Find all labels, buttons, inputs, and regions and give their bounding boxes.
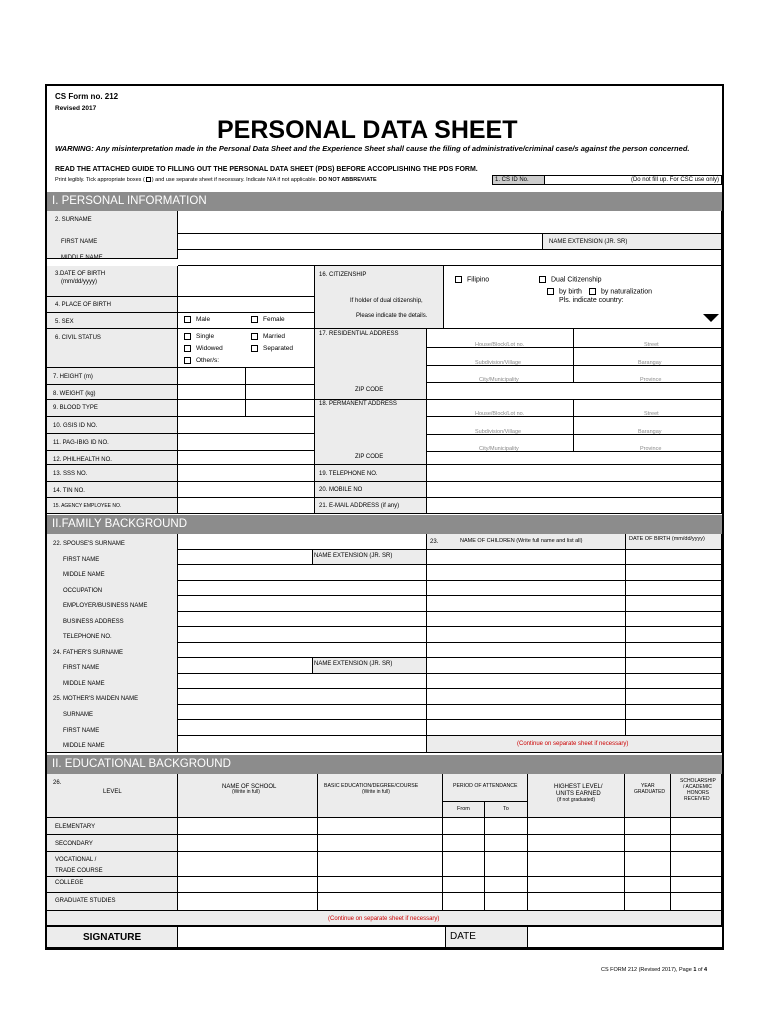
- single-label: Single: [196, 333, 215, 341]
- mother-surname-label: SURNAME: [63, 712, 94, 718]
- blood-field-2[interactable]: [246, 400, 315, 417]
- filipino-checkbox[interactable]: [455, 276, 462, 283]
- edu-graduate-cell: [47, 893, 178, 911]
- mobile-label: 20. MOBILE NO: [319, 487, 363, 493]
- edu-graduated-label: GRADUATED: [634, 789, 666, 795]
- mother-middle-label: MIDDLE NAME: [63, 743, 105, 749]
- child-name-field[interactable]: [427, 720, 626, 736]
- sex-label-cell: [47, 313, 178, 329]
- height-field-2[interactable]: [246, 368, 315, 385]
- perm-subdivision-label: Subdivision/Village: [475, 429, 522, 435]
- by-birth-checkbox[interactable]: [547, 288, 554, 295]
- res-subdivision-field[interactable]: [427, 348, 574, 366]
- cs-id-label: 1. CS ID No.: [492, 175, 545, 185]
- weight-label-cell: [47, 385, 178, 400]
- tel-label: 19. TELEPHONE NO.: [319, 471, 378, 477]
- children-header: [427, 534, 626, 550]
- edu-entry-field[interactable]: [528, 852, 625, 877]
- edu-entry-field[interactable]: [443, 877, 485, 893]
- agency-label: 15. AGENCY EMPLOYEE NO.: [53, 503, 122, 509]
- edu-entry-field[interactable]: [528, 818, 625, 835]
- child-name-field[interactable]: [427, 627, 626, 643]
- gsis-field[interactable]: [178, 417, 315, 434]
- tel-label-cell: [315, 465, 427, 482]
- middle-name-field[interactable]: [178, 250, 722, 266]
- page-title: PERSONAL DATA SHEET: [217, 116, 518, 144]
- perm-zip-field[interactable]: [427, 452, 722, 465]
- employer-label: EMPLOYER/BUSINESS NAME: [63, 603, 148, 609]
- children-label: NAME OF CHILDREN (Write full name and list all): [460, 538, 583, 544]
- perm-zip-label: ZIP CODE: [355, 454, 384, 460]
- spouse-middle-label: MIDDLE NAME: [63, 572, 105, 578]
- footer-page: 1: [693, 967, 697, 973]
- edu-units-label: UNITS EARNED: [556, 791, 601, 797]
- edu-entry-field[interactable]: [178, 835, 318, 852]
- child-dob-field[interactable]: [626, 674, 722, 689]
- tin-field[interactable]: [178, 482, 315, 498]
- print-note-a: Print legibly. Tick appropriate boxes (: [55, 176, 145, 183]
- edu-vocational-label-2: TRADE COURSE: [55, 868, 103, 874]
- edu-period-header: [443, 774, 528, 802]
- res-subdivision-label: Subdivision/Village: [475, 360, 522, 366]
- child-name-field[interactable]: [427, 643, 626, 658]
- res-zip-label: ZIP CODE: [355, 387, 384, 393]
- country-label: Pls. indicate country:: [559, 297, 624, 304]
- edu-entry-field[interactable]: [625, 877, 671, 893]
- edu-school-sub: (Write in full): [232, 789, 260, 795]
- father-ext-label: NAME EXTENSION (JR. SR): [314, 661, 393, 667]
- edu-entry-field[interactable]: [485, 835, 528, 852]
- sss-label: 13. SSS NO.: [53, 471, 88, 477]
- spouse-middle-field[interactable]: [178, 565, 427, 581]
- father-middle-label: MIDDLE NAME: [63, 681, 105, 687]
- children-number-label: 23.: [430, 539, 439, 545]
- father-label: 24. FATHER'S SURNAME: [53, 650, 124, 656]
- others-label: Other/s:: [196, 357, 220, 365]
- father-ext-field[interactable]: [313, 658, 427, 674]
- child-dob-field[interactable]: [626, 565, 722, 581]
- tel-field[interactable]: [427, 465, 722, 482]
- edu-number-label: 26.: [53, 780, 62, 786]
- pagibig-field[interactable]: [178, 434, 315, 451]
- edu-entry-field[interactable]: [671, 835, 722, 852]
- res-street-field[interactable]: [574, 329, 722, 348]
- dual-note-2: Please indicate the details.: [356, 313, 428, 319]
- business-address-field[interactable]: [178, 612, 427, 627]
- footer-total: 4: [704, 967, 708, 973]
- separated-label: Separated: [263, 345, 293, 353]
- child-name-field[interactable]: [427, 581, 626, 596]
- mother-label: 25. MOTHER'S MAIDEN NAME: [53, 696, 139, 702]
- child-dob-field[interactable]: [626, 550, 722, 565]
- business-address-label: BUSINESS ADDRESS: [63, 619, 124, 625]
- tin-label-cell: [47, 482, 178, 498]
- perm-province-field[interactable]: [574, 435, 722, 452]
- blood-field[interactable]: [178, 400, 246, 417]
- permanent-label: 18. PERMANENT ADDRESS: [319, 401, 397, 407]
- edu-entry-field[interactable]: [178, 893, 318, 911]
- edu-entry-field[interactable]: [443, 835, 485, 852]
- perm-house-label: House/Block/Lot no.: [475, 411, 525, 417]
- first-name-label: FIRST NAME: [61, 239, 98, 245]
- edu-entry-field[interactable]: [671, 852, 722, 877]
- weight-field[interactable]: [178, 385, 246, 400]
- others-option[interactable]: [184, 357, 219, 365]
- edu-entry-field[interactable]: [625, 852, 671, 877]
- edu-college-label: COLLEGE: [55, 880, 84, 886]
- edu-school-label: NAME OF SCHOOL: [222, 784, 277, 790]
- spouse-first-field[interactable]: [178, 550, 313, 565]
- edu-entry-field[interactable]: [485, 852, 528, 877]
- married-label: Married: [263, 333, 286, 341]
- by-naturalization-label: by naturalization: [601, 288, 652, 296]
- weight-label: 8. WEIGHT (kg): [53, 391, 96, 397]
- edu-course-header: [318, 774, 443, 818]
- edu-elementary-label: ELEMENTARY: [55, 824, 96, 830]
- pob-label: 4. PLACE OF BIRTH: [55, 302, 111, 308]
- edu-entry-field[interactable]: [443, 818, 485, 835]
- by-naturalization-checkbox[interactable]: [589, 288, 596, 295]
- edu-honors-3: HONORS: [687, 790, 709, 796]
- country-dropdown[interactable]: [444, 307, 722, 329]
- sss-field[interactable]: [178, 465, 315, 482]
- print-note: [55, 177, 377, 183]
- edu-entry-field[interactable]: [528, 893, 625, 911]
- height-label-cell: [47, 368, 178, 385]
- mother-surname-field[interactable]: [178, 705, 427, 720]
- perm-city-field[interactable]: [427, 435, 574, 452]
- spouse-surname-field[interactable]: [178, 534, 427, 550]
- family-continue-cell: [427, 736, 722, 753]
- res-house-label: House/Block/Lot no.: [475, 342, 525, 348]
- res-zip-field[interactable]: [427, 383, 722, 400]
- child-dob-field[interactable]: [626, 596, 722, 612]
- child-dob-header: [626, 534, 722, 550]
- res-city-field[interactable]: [427, 366, 574, 383]
- agency-label-cell: [47, 498, 178, 514]
- edu-entry-field[interactable]: [443, 893, 485, 911]
- child-name-field[interactable]: [427, 689, 626, 705]
- perm-province-label: Province: [640, 446, 662, 452]
- tin-label: 14. TIN NO.: [53, 488, 85, 494]
- single-option[interactable]: [184, 333, 214, 341]
- edu-entry-field[interactable]: [528, 877, 625, 893]
- edu-entry-field[interactable]: [178, 852, 318, 877]
- signature-label-cell: [47, 926, 178, 948]
- child-dob-field[interactable]: [626, 627, 722, 643]
- male-checkbox[interactable]: [184, 316, 191, 323]
- child-name-field[interactable]: [427, 550, 626, 565]
- edu-highest-header: [528, 774, 625, 818]
- res-house-field[interactable]: [427, 329, 574, 348]
- perm-house-field[interactable]: [427, 400, 574, 417]
- personal-info-heading: I. PERSONAL INFORMATION: [47, 192, 722, 211]
- perm-barangay-field[interactable]: [574, 417, 722, 435]
- dob-format-label: (mm/dd/yyyy): [61, 279, 97, 285]
- revised-date: Revised 2017: [55, 105, 97, 112]
- female-checkbox[interactable]: [251, 316, 258, 323]
- civil-status-label: 6. CIVIL STATUS: [55, 335, 101, 341]
- male-label: Male: [196, 316, 211, 324]
- widowed-checkbox[interactable]: [184, 345, 191, 352]
- edu-level-label: LEVEL: [103, 789, 122, 795]
- perm-barangay-label: Barangay: [638, 429, 662, 435]
- child-name-field[interactable]: [427, 596, 626, 612]
- child-dob-field[interactable]: [626, 705, 722, 720]
- blood-label-cell: [47, 400, 178, 417]
- child-name-field[interactable]: [427, 674, 626, 689]
- edu-course-sub: (Write in full): [362, 789, 390, 795]
- edu-year-label: YEAR: [641, 783, 655, 789]
- spouse-ext-label: NAME EXTENSION (JR. SR): [314, 553, 393, 559]
- perm-street-label: Street: [644, 411, 659, 417]
- edu-not-grad-label: (if not graduated): [557, 797, 596, 803]
- edu-entry-field[interactable]: [625, 893, 671, 911]
- cs-id-field[interactable]: (Do not fill up. For CSC use only): [545, 175, 722, 185]
- edu-continue-cell: [47, 911, 722, 926]
- email-field[interactable]: [427, 498, 722, 514]
- edu-entry-field[interactable]: [318, 852, 443, 877]
- philhealth-label: 12. PHILHEALTH NO.: [53, 457, 112, 463]
- child-dob-field[interactable]: [626, 643, 722, 658]
- dob-label: 3.DATE OF BIRTH: [55, 271, 106, 277]
- mother-middle-field[interactable]: [178, 736, 427, 753]
- spouse-first-label: FIRST NAME: [63, 557, 100, 563]
- child-dob-field[interactable]: [626, 581, 722, 596]
- guide-notice: READ THE ATTACHED GUIDE TO FILLING OUT THE PERSONAL DATA SHEET (PDS) BEFORE ACCOPLISHING THE PDS FORM.: [55, 166, 478, 173]
- by-birth-label: by birth: [559, 288, 582, 296]
- chevron-down-icon[interactable]: [703, 314, 719, 322]
- civil-status-label-cell: [47, 329, 178, 368]
- res-barangay-label: Barangay: [638, 360, 662, 366]
- res-barangay-field[interactable]: [574, 348, 722, 366]
- perm-city-label: City/Municipality: [479, 446, 519, 452]
- edu-entry-field[interactable]: [485, 877, 528, 893]
- family-continue-note: (Continue on separate sheet if necessary): [517, 741, 629, 747]
- edu-graduate-label: GRADUATE STUDIES: [55, 898, 116, 904]
- spouse-tel-label: TELEPHONE NO.: [63, 634, 112, 640]
- female-label: Female: [263, 316, 285, 324]
- edu-entry-field[interactable]: [318, 835, 443, 852]
- married-option[interactable]: [251, 333, 285, 341]
- edu-entry-field[interactable]: [671, 818, 722, 835]
- employer-field[interactable]: [178, 596, 427, 612]
- page-footer: [601, 968, 707, 974]
- dob-field[interactable]: [178, 266, 315, 297]
- edu-honors-2: / ACADEMIC: [683, 784, 712, 790]
- edu-entry-field[interactable]: [485, 893, 528, 911]
- form-header: [47, 86, 722, 190]
- philhealth-label-cell: [47, 451, 178, 465]
- father-surname-field[interactable]: [178, 643, 427, 658]
- edu-entry-field[interactable]: [485, 818, 528, 835]
- first-name-field[interactable]: [178, 234, 543, 250]
- pob-label-cell: [47, 297, 178, 313]
- pagibig-label-cell: [47, 434, 178, 451]
- edu-period-label: PERIOD OF ATTENDANCE: [453, 783, 518, 789]
- name-extension-label: NAME EXTENSION (JR. SR): [549, 239, 628, 245]
- sex-label: 5. SEX: [55, 319, 74, 325]
- edu-entry-field[interactable]: [443, 852, 485, 877]
- perm-subdivision-field[interactable]: [427, 417, 574, 435]
- edu-entry-field[interactable]: [625, 835, 671, 852]
- edu-vocational-cell: [47, 852, 178, 877]
- edu-school-header: [178, 774, 318, 818]
- child-dob-label: DATE OF BIRTH (mm/dd/yyyy): [629, 536, 705, 542]
- male-option[interactable]: [184, 316, 210, 324]
- sss-label-cell: [47, 465, 178, 482]
- by-birth-option[interactable]: [547, 288, 582, 295]
- date-label: DATE: [450, 931, 476, 942]
- res-city-label: City/Municipality: [479, 377, 519, 383]
- widowed-option[interactable]: [184, 345, 223, 353]
- edu-entry-field[interactable]: [528, 835, 625, 852]
- weight-field-2[interactable]: [246, 385, 315, 400]
- res-province-label: Province: [640, 377, 662, 383]
- pds-form: [45, 84, 724, 950]
- spouse-label: 22. SPOUSE'S SURNAME: [53, 541, 125, 547]
- others-checkbox[interactable]: [184, 357, 191, 364]
- by-naturalization-option[interactable]: [589, 288, 652, 295]
- family-heading: II.FAMILY BACKGROUND: [47, 515, 722, 534]
- form-number: CS Form no. 212: [55, 92, 119, 101]
- dual-note-1: If holder of dual citizenship,: [350, 298, 423, 304]
- edu-secondary-label: SECONDARY: [55, 841, 93, 847]
- middle-name-label: MIDDLE NAME: [61, 255, 103, 261]
- email-label: 21. E-MAIL ADDRESS (if any): [319, 503, 400, 509]
- edu-entry-field[interactable]: [178, 877, 318, 893]
- child-name-field[interactable]: [427, 658, 626, 674]
- res-province-field[interactable]: [574, 366, 722, 383]
- name-extension-field[interactable]: [543, 234, 722, 250]
- warning-text: WARNING: Any misinterpretation made in the Personal Data Sheet and the Experience Sheet shall cause the filing of administrative/criminal case/s against the person concerned.: [55, 144, 690, 153]
- mobile-label-cell: [315, 482, 427, 498]
- email-label-cell: [315, 498, 427, 514]
- blood-label: 9. BLOOD TYPE: [53, 405, 98, 411]
- edu-honors-1: SCHOLARSHIP: [680, 778, 716, 784]
- dual-label: Dual Citizenship: [551, 276, 602, 284]
- edu-entry-field[interactable]: [625, 818, 671, 835]
- separated-checkbox[interactable]: [251, 345, 258, 352]
- family-labels: [47, 534, 178, 753]
- child-name-field[interactable]: [427, 705, 626, 720]
- date-label-cell: [446, 926, 528, 948]
- edu-to-label: To: [503, 806, 509, 812]
- surname-label: 2. SURNAME: [55, 217, 92, 223]
- mother-first-label: FIRST NAME: [63, 728, 100, 734]
- no-abbreviate-note: DO NOT ABBREVIATE: [318, 176, 377, 183]
- residential-label: 17. RESIDENTIAL ADDRESS: [319, 331, 399, 337]
- dual-checkbox[interactable]: [539, 276, 546, 283]
- res-street-label: Street: [644, 342, 659, 348]
- child-dob-field[interactable]: [626, 720, 722, 736]
- edu-from-header: [443, 802, 485, 818]
- gsis-label: 10. GSIS ID NO.: [53, 423, 98, 429]
- edu-vocational-label-1: VOCATIONAL /: [55, 857, 97, 863]
- edu-from-label: From: [457, 806, 470, 812]
- gsis-label-cell: [47, 417, 178, 434]
- spouse-ext-field[interactable]: [313, 550, 427, 565]
- married-checkbox[interactable]: [251, 333, 258, 340]
- pagibig-label: 11. PAG-IBIG ID NO.: [53, 440, 109, 446]
- edu-highest-label: HIGHEST LEVEL/: [554, 784, 603, 790]
- education-heading: II. EDUCATIONAL BACKGROUND: [47, 755, 722, 774]
- mobile-field[interactable]: [427, 482, 722, 498]
- edu-course-label: BASIC EDUCATION/DEGREE/COURSE: [324, 783, 419, 789]
- footer-of: of: [696, 967, 705, 973]
- citizenship-label: 16. CITIZENSHIP: [319, 272, 367, 278]
- spouse-tel-field[interactable]: [178, 627, 427, 643]
- perm-street-field[interactable]: [574, 400, 722, 417]
- height-label: 7. HEIGHT (m): [53, 374, 93, 380]
- child-dob-field[interactable]: [626, 658, 722, 674]
- widowed-label: Widowed: [196, 345, 223, 353]
- filipino-option[interactable]: [455, 276, 489, 283]
- edu-continue-note: (Continue on separate sheet if necessary): [328, 916, 440, 922]
- philhealth-field[interactable]: [178, 451, 315, 465]
- child-name-field[interactable]: [427, 565, 626, 581]
- surname-field[interactable]: [178, 211, 722, 234]
- edu-to-header: [485, 802, 528, 818]
- filipino-label: Filipino: [467, 276, 490, 284]
- single-checkbox[interactable]: [184, 333, 191, 340]
- date-field[interactable]: [528, 926, 722, 948]
- edu-entry-field[interactable]: [178, 818, 318, 835]
- occupation-label: OCCUPATION: [63, 588, 103, 594]
- child-dob-field[interactable]: [626, 689, 722, 705]
- tick-example-icon: [146, 177, 151, 182]
- height-field[interactable]: [178, 368, 246, 385]
- edu-honors-4: RECEIVED: [684, 796, 710, 802]
- edu-level-header: [47, 774, 178, 818]
- mother-first-field[interactable]: [178, 720, 427, 736]
- pob-field[interactable]: [178, 297, 315, 313]
- edu-elementary-cell: [47, 818, 178, 835]
- edu-entry-field[interactable]: [671, 877, 722, 893]
- edu-secondary-cell: [47, 835, 178, 852]
- mother-maiden-field[interactable]: [178, 689, 427, 705]
- child-dob-field[interactable]: [626, 612, 722, 627]
- edu-honors-header: [671, 774, 722, 818]
- separated-option[interactable]: [251, 345, 293, 353]
- father-first-field[interactable]: [178, 658, 313, 674]
- print-note-b: ) and use separate sheet if necessary. Indicate N/A if not applicable.: [151, 176, 318, 183]
- dual-option[interactable]: [539, 276, 602, 283]
- father-middle-field[interactable]: [178, 674, 427, 689]
- signature-field[interactable]: [178, 926, 446, 948]
- edu-entry-field[interactable]: [671, 893, 722, 911]
- female-option[interactable]: [251, 316, 285, 324]
- edu-year-header: [625, 774, 671, 818]
- edu-entry-field[interactable]: [318, 893, 443, 911]
- footer-text: CS FORM 212 (Revised 2017), Page: [601, 967, 694, 973]
- child-name-field[interactable]: [427, 612, 626, 627]
- occupation-field[interactable]: [178, 581, 427, 596]
- father-first-label: FIRST NAME: [63, 665, 100, 671]
- edu-entry-field[interactable]: [318, 877, 443, 893]
- signature-label: SIGNATURE: [83, 932, 142, 943]
- agency-field[interactable]: [178, 498, 315, 514]
- edu-entry-field[interactable]: [318, 818, 443, 835]
- edu-college-cell: [47, 877, 178, 893]
